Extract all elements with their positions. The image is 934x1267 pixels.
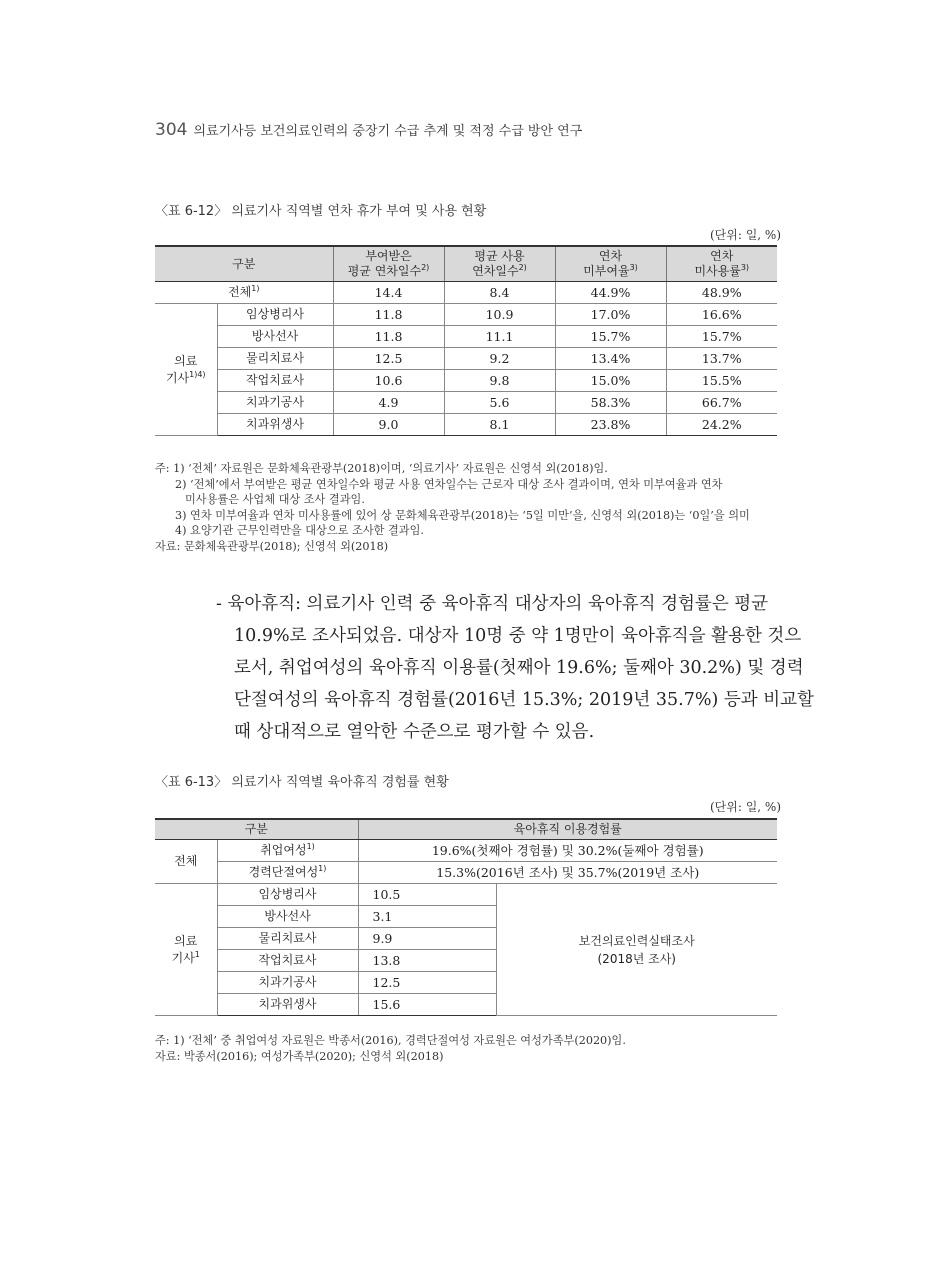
table-cell: 13.7% <box>666 348 777 370</box>
row-name: 작업치료사 <box>217 950 358 972</box>
table2-unit: (단위: 일, %) <box>709 800 781 814</box>
table2-header-row <box>155 819 777 840</box>
table-cell: 12.5 <box>358 972 496 994</box>
note-line: 3) 연차 미부여율과 연차 미사용률에 있어 상 문화체육관광부(2018)는 ‘5일 미만’을, 신영석 외(2018)는 ‘0일’을 의미 <box>175 508 750 522</box>
note-line: 4) 요양기관 근무인력만을 대상으로 조사한 결과임. <box>175 524 424 538</box>
table-cell: 48.9% <box>666 282 777 304</box>
table-cell: 44.9% <box>555 282 666 304</box>
table-cell: 13.4% <box>555 348 666 370</box>
running-title: 의료기사등 보건의료인력의 중장기 수급 추계 및 적정 수급 방안 연구 <box>193 124 583 139</box>
group-label: 의료 기사$^1$ <box>155 884 217 1016</box>
table1-header-row <box>155 246 777 282</box>
table-row <box>155 348 777 370</box>
note-line: 주: 1) ‘전체’ 자료원은 문화체육관광부(2018)이며, ‘의료기사’ 자료원은 신영석 외(2018)임. <box>155 462 608 475</box>
row-name: 치과기공사 <box>217 392 333 414</box>
table-row <box>155 370 777 392</box>
row-name: 치과위생사 <box>217 994 358 1016</box>
row-name: 방사선사 <box>217 326 333 348</box>
table-cell: 8.1 <box>444 414 555 436</box>
table-cell: 4.9 <box>333 392 444 414</box>
table-cell: 9.9 <box>358 928 496 950</box>
table-cell: 16.6% <box>666 304 777 326</box>
table-cell: 11.1 <box>444 326 555 348</box>
table1-header-col3: 연차 미부여율$^{3)}$ <box>555 246 666 282</box>
table2-header-category: 구분 <box>155 819 358 840</box>
table-cell: 15.7% <box>555 326 666 348</box>
table-row <box>155 326 777 348</box>
table2-header-value: 육아휴직 이용경험률 <box>358 819 777 840</box>
body-paragraph <box>216 588 814 748</box>
row-name: 물리치료사 <box>217 928 358 950</box>
table1-header-category: 구분 <box>155 246 333 282</box>
table-cell: 10.9 <box>444 304 555 326</box>
total-label: 전체$^{1)}$ <box>155 282 333 304</box>
table-cell: 66.7% <box>666 392 777 414</box>
total-label: 전체 <box>155 840 217 884</box>
table2-caption: 〈표 6-13〉 의료기사 직역별 육아휴직 경험률 현황 <box>155 775 449 790</box>
row-name: 경력단절여성$^{1)}$ <box>217 862 358 884</box>
table2 <box>155 818 777 1016</box>
table-cell: 9.0 <box>333 414 444 436</box>
table-cell: 13.8 <box>358 950 496 972</box>
table-cell: 15.5% <box>666 370 777 392</box>
table1-header-col4: 연차 미사용률$^{3)}$ <box>666 246 777 282</box>
row-name: 취업여성$^{1)}$ <box>217 840 358 862</box>
table-cell: 12.5 <box>333 348 444 370</box>
paragraph-line: 로서, 취업여성의 육아휴직 이용률(첫째아 19.6%; 둘째아 30.2%) 및 경력 <box>234 658 804 678</box>
row-name: 방사선사 <box>217 906 358 928</box>
table-row <box>155 414 777 436</box>
table-row <box>155 884 777 906</box>
running-header <box>155 120 582 140</box>
row-name: 임상병리사 <box>217 884 358 906</box>
table-row <box>155 862 777 884</box>
page-number: 304 <box>155 120 188 140</box>
table1 <box>155 245 777 436</box>
row-name: 치과위생사 <box>217 414 333 436</box>
table-cell: 15.0% <box>555 370 666 392</box>
source-cell: 보건의료인력실태조사 (2018년 조사) <box>496 884 777 1016</box>
table2-notes <box>155 1033 795 1064</box>
source-line: 자료: 문화체육관광부(2018); 신영석 외(2018) <box>155 539 389 553</box>
table-row <box>155 282 777 304</box>
table-row <box>155 304 777 326</box>
table-cell: 15.7% <box>666 326 777 348</box>
table-cell: 8.4 <box>444 282 555 304</box>
note-line: 주: 1) ‘전체’ 중 취업여성 자료원은 박종서(2016), 경력단절여성 자료원은 여성가족부(2020)임. <box>155 1034 626 1047</box>
table-cell: 23.8% <box>555 414 666 436</box>
paragraph-line: - 육아휴직: 의료기사 인력 중 육아휴직 대상자의 육아휴직 경험률은 평균 <box>216 594 769 614</box>
table-cell: 9.8 <box>444 370 555 392</box>
group-label: 의료 기사$^{1)4)}$ <box>155 304 217 436</box>
table1-header-col2: 평균 사용 연차일수$^{2)}$ <box>444 246 555 282</box>
note-line: 미사용률은 사업체 대상 조사 결과임. <box>185 493 365 507</box>
table-cell: 15.6 <box>358 994 496 1016</box>
table-cell: 19.6%(첫째아 경험률) 및 30.2%(둘째아 경험률) <box>358 840 777 862</box>
note-line: 2) ‘전체’에서 부여받은 평균 연차일수와 평균 사용 연차일수는 근로자 대상 조사 결과이며, 연차 미부여율과 연차 <box>175 477 723 491</box>
table-cell: 5.6 <box>444 392 555 414</box>
table-row <box>155 392 777 414</box>
table-cell: 17.0% <box>555 304 666 326</box>
table-cell: 3.1 <box>358 906 496 928</box>
table-cell: 14.4 <box>333 282 444 304</box>
table1-header-col1: 부여받은 평균 연차일수$^{2)}$ <box>333 246 444 282</box>
table-cell: 11.8 <box>333 304 444 326</box>
table1-notes <box>155 461 795 555</box>
table-cell: 10.5 <box>358 884 496 906</box>
table-cell: 9.2 <box>444 348 555 370</box>
paragraph-line: 때 상대적으로 열악한 수준으로 평가할 수 있음. <box>234 722 595 742</box>
table-cell: 10.6 <box>333 370 444 392</box>
paragraph-line: 10.9%로 조사되었음. 대상자 10명 중 약 1명만이 육아휴직을 활용한 것으 <box>234 626 802 646</box>
paragraph-line: 단절여성의 육아휴직 경험률(2016년 15.3%; 2019년 35.7%) 등과 비교할 <box>234 690 814 710</box>
row-name: 임상병리사 <box>217 304 333 326</box>
table1-unit: (단위: 일, %) <box>709 228 781 242</box>
row-name: 치과기공사 <box>217 972 358 994</box>
row-name: 작업치료사 <box>217 370 333 392</box>
table-row <box>155 840 777 862</box>
table-cell: 58.3% <box>555 392 666 414</box>
table-cell: 24.2% <box>666 414 777 436</box>
table-cell: 15.3%(2016년 조사) 및 35.7%(2019년 조사) <box>358 862 777 884</box>
source-line: 자료: 박종서(2016); 여성가족부(2020); 신영석 외(2018) <box>155 1049 444 1063</box>
table-cell: 11.8 <box>333 326 444 348</box>
table1-caption: 〈표 6-12〉 의료기사 직역별 연차 휴가 부여 및 사용 현황 <box>155 204 487 219</box>
row-name: 물리치료사 <box>217 348 333 370</box>
